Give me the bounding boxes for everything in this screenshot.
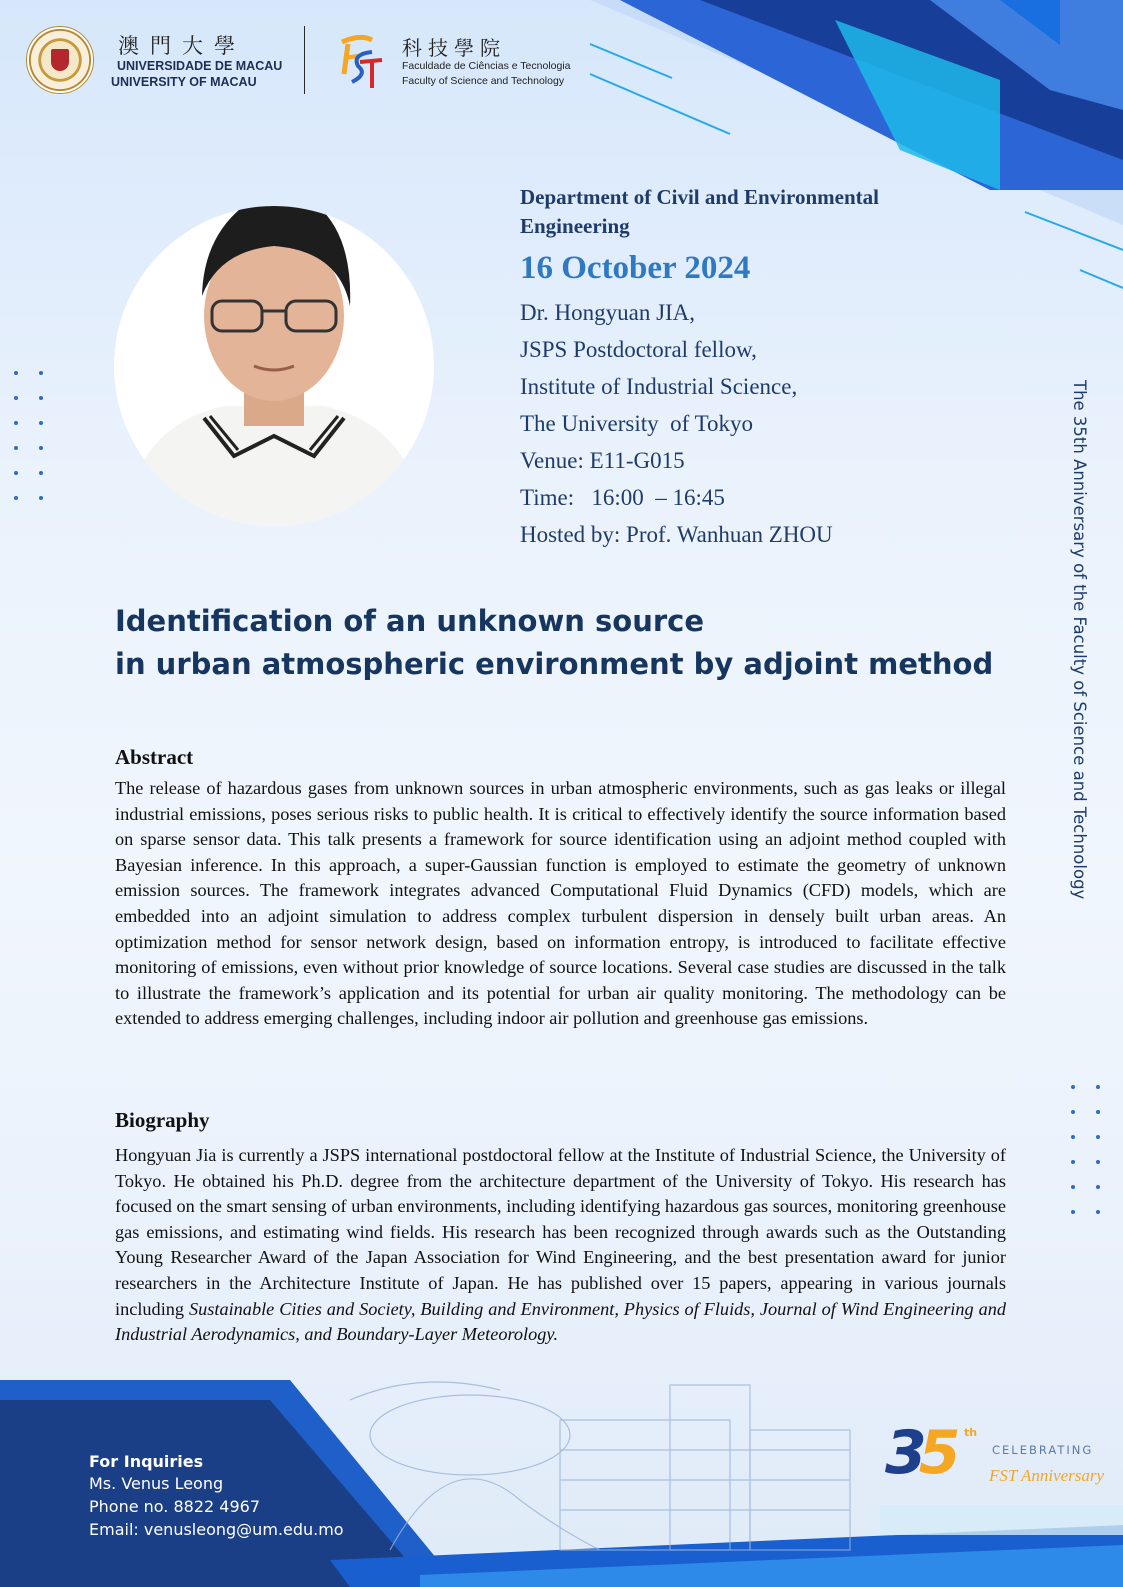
event-date: 16 October 2024 xyxy=(520,250,751,286)
speaker-institute: Institute of Industrial Science, xyxy=(520,374,798,399)
department-name: Department of Civil and Environmental Engineering xyxy=(520,185,879,238)
um-portuguese-name: UNIVERSIDADE DE MACAU xyxy=(117,59,283,73)
anniversary-label: FST Anniversary xyxy=(989,1466,1105,1485)
biography-text xyxy=(115,1143,1006,1348)
event-venue: Venue: E11-G015 xyxy=(520,448,685,473)
anniversary-side-text: The 35th Anniversary of the Faculty of Science and Technology xyxy=(1070,380,1089,900)
biography-heading: Biography xyxy=(115,1108,210,1132)
anniversary-suffix: th xyxy=(964,1426,978,1439)
event-host: Hosted by: Prof. Wanhuan ZHOU xyxy=(520,522,833,547)
biography-body: Hongyuan Jia is currently a JSPS international postdoctoral fellow at the Institute of Industrial Science, the University of Tokyo. He obtained his Ph.D. degree from the architecture department of the University of Tokyo. His research has focused on the smart sensing of urban environments, including identifying hazardous gas sources, monitoring greenhouse gas emissions, and estimating wind fields. His research has been recognized through awards such as the Outstanding Young Researcher Award of the Japan Association for Wind Engineering, and the best presentation award for junior researchers in the Architecture Institute of Japan. He has published over 15 papers, appearing in various journals including xyxy=(115,1145,1006,1319)
anniversary-digit-3: 3 xyxy=(885,1418,919,1488)
um-english-name: UNIVERSITY OF MACAU xyxy=(111,75,257,89)
anniversary-celebrating: CELEBRATING xyxy=(992,1443,1094,1457)
abstract-text: The release of hazardous gases from unknown sources in urban atmospheric environments, such as gas leaks or illegal industrial emissions, poses serious risks to public health. It is critical to effectively identify the source information based on sparse sensor data. This talk presents a framework for source identification using an adjoint method coupled with Bayesian inference. In this approach, a super-Gaussian function is employed to estimate the geometry of unknown emission sources. The framework integrates advanced Computational Fluid Dynamics (CFD) models, which are embedded into an adjoint simulation to address complex turbulent dispersion in densely built urban areas. An optimization method for sensor network design, based on information entropy, is introduced to facilitate effective monitoring of emissions, even without prior knowledge of source locations. Several case studies are discussed in the talk to illustrate the framework’s application and its potential for urban air quality monitoring. The methodology can be extended to address emerging challenges, including indoor air pollution and greenhouse gas emissions. xyxy=(115,778,1006,1029)
speaker-position: JSPS Postdoctoral fellow, xyxy=(520,337,757,362)
inquiries-title: For Inquiries xyxy=(89,1452,204,1471)
um-seal-logo xyxy=(26,26,94,94)
speaker-name: Dr. Hongyuan JIA, xyxy=(520,300,696,325)
abstract-heading: Abstract xyxy=(115,745,194,769)
talk-title-line-2: in urban atmospheric environment by adjoint method xyxy=(115,647,994,681)
speaker-portrait-illustration xyxy=(114,206,434,526)
inquiries-contact-name: Ms. Venus Leong xyxy=(89,1474,224,1493)
inquiries-email[interactable]: Email: venusleong@um.edu.mo xyxy=(89,1520,344,1539)
event-time: Time: 16:00 – 16:45 xyxy=(520,485,725,510)
um-chinese-name: 澳門大學 xyxy=(118,34,246,58)
biography-journals: Sustainable Cities and Society, Building and Environment, Physics of Fluids, Journal of Wind Engineering and Industrial Aerodynamics, and Boundary-Layer Meteorology. xyxy=(115,1298,1006,1345)
left-dot-grid xyxy=(10,368,50,503)
speaker-university: The University of Tokyo xyxy=(520,411,754,436)
fst-chinese-name: 科技學院 xyxy=(402,36,506,60)
header-divider xyxy=(304,26,305,94)
fst-logo xyxy=(338,34,384,90)
fst-portuguese-name: Faculdade de Ciências e Tecnologia xyxy=(402,60,571,72)
talk-title xyxy=(115,600,1015,686)
anniversary-digit-5: 5 xyxy=(918,1418,953,1488)
fst-english-name: Faculty of Science and Technology xyxy=(402,75,565,87)
speaker-photo xyxy=(114,206,434,526)
talk-title-line-1: Identification of an unknown source xyxy=(115,604,705,638)
anniversary-35-logo xyxy=(885,1418,953,1488)
inquiries-phone: Phone no. 8822 4967 xyxy=(89,1497,260,1516)
right-dot-grid xyxy=(1067,1082,1107,1217)
